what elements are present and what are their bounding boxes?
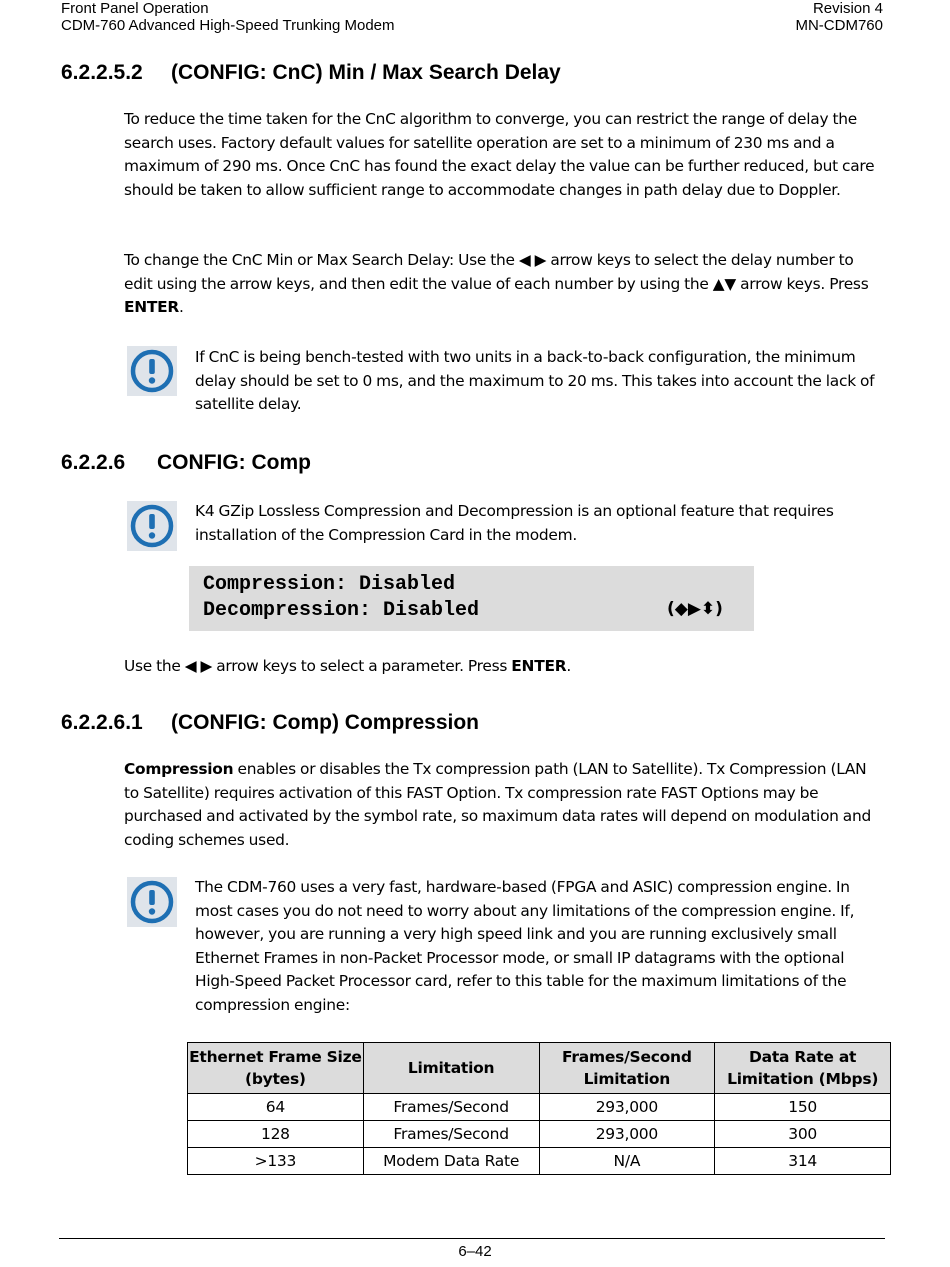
table-cell: 64 xyxy=(188,1094,364,1121)
table-cell: 293,000 xyxy=(539,1094,715,1121)
note-text: The CDM-760 uses a very fast, hardware-based (FPGA and ASIC) compression engine. In most cases you do not need to worry about any limitations of the compression engine. If, however, you are running a very high speed link and you are running exclusively small Ethernet Frames in non-Packet Processor mode, or small IP datagrams with the optional High-Speed Packet Processor card, refer to this table for the maximum limitations of the compression engine: xyxy=(195,878,855,1014)
heading-config-comp xyxy=(61,451,311,475)
important-note-icon xyxy=(127,501,177,551)
heading-title: CONFIG: Comp xyxy=(157,451,311,474)
heading-number: 6.2.2.6.1 xyxy=(61,711,143,734)
paragraph-text: To change the CnC Min or Max Search Delay: Use the ◀ ▶ arrow keys to select the delay number to edit using the arrow keys, and then edit the value of each number by using the ▲▼ arrow keys. Press xyxy=(124,251,869,293)
enter-key-label: ENTER xyxy=(124,298,180,316)
page-number: 6–42 xyxy=(458,1243,492,1260)
compression-limits-table xyxy=(187,1042,891,1175)
table-cell: Modem Data Rate xyxy=(363,1148,539,1175)
column-header: Limitation xyxy=(363,1043,539,1094)
table-cell: 128 xyxy=(188,1121,364,1148)
paragraph xyxy=(124,249,884,320)
paragraph-text: . xyxy=(566,657,571,675)
enter-key-label: ENTER xyxy=(511,657,567,675)
paragraph xyxy=(124,758,884,852)
header-revision: Revision 4 xyxy=(812,0,883,17)
paragraph xyxy=(124,655,884,679)
paragraph-text: enables or disables the Tx compression path (LAN to Satellite). Tx Compression (LAN to Satellite) requires activation of this FAST Option. Tx compression rate FAST Options may be purchased and activated by the symbol rate, so maximum data rates will depend on modulation and coding schemes used. xyxy=(124,760,871,849)
heading-number: 6.2.2.6 xyxy=(61,451,126,474)
table-cell: 314 xyxy=(715,1148,891,1175)
table-cell: Frames/Second xyxy=(363,1121,539,1148)
paragraph: To reduce the time taken for the CnC algorithm to converge, you can restrict the range of delay the search uses. Factory default values for satellite operation are set to a minimum of 230 ms and a maximum of 290 ms. Once CnC has found the exact delay the value can be further reduced, but care should be taken to allow sufficient range to accommodate changes in path delay due to Doppler. xyxy=(124,110,875,199)
paragraph-text: . xyxy=(179,298,184,316)
heading-number: 6.2.2.5.2 xyxy=(61,61,143,84)
table-row xyxy=(188,1121,891,1148)
arrow-keys-indicator: (◆▶⬍) xyxy=(667,599,723,619)
paragraph-text: Use the ◀ ▶ arrow keys to select a parameter. Press xyxy=(124,657,512,675)
header-section: Front Panel Operation xyxy=(61,0,209,17)
header-product: CDM-760 Advanced High-Speed Trunking Modem xyxy=(61,17,395,34)
footer-divider xyxy=(59,1238,885,1239)
heading-title: (CONFIG: CnC) Min / Max Search Delay xyxy=(171,61,561,84)
important-note-icon xyxy=(127,346,177,396)
heading-title: (CONFIG: Comp) Compression xyxy=(171,711,479,734)
table-row xyxy=(188,1094,891,1121)
table-cell: 293,000 xyxy=(539,1121,715,1148)
header-doc-id: MN-CDM760 xyxy=(795,17,883,34)
table-cell: 150 xyxy=(715,1094,891,1121)
table-row xyxy=(188,1148,891,1175)
heading-compression xyxy=(61,711,479,735)
page-header xyxy=(61,0,883,34)
column-header: Data Rate at Limitation (Mbps) xyxy=(715,1043,891,1094)
important-note-icon xyxy=(127,877,177,927)
table-cell: 300 xyxy=(715,1121,891,1148)
lcd-line-decompression: Decompression: Disabled xyxy=(203,599,480,622)
note-text: K4 GZip Lossless Compression and Decompression is an optional feature that requires installation of the Compression Card in the modem. xyxy=(195,502,834,544)
heading-min-max-search-delay xyxy=(61,61,561,85)
lcd-line-compression: Compression: Disabled xyxy=(203,573,456,596)
table-cell: >133 xyxy=(188,1148,364,1175)
column-header: Frames/Second Limitation xyxy=(539,1043,715,1094)
table-cell: Frames/Second xyxy=(363,1094,539,1121)
note-text: If CnC is being bench-tested with two units in a back-to-back configuration, the minimum delay should be set to 0 ms, and the maximum to 20 ms. This takes into account the lack of satellite delay. xyxy=(195,348,875,413)
table-header-row xyxy=(188,1043,891,1094)
compression-term: Compression xyxy=(124,760,234,778)
front-panel-display xyxy=(189,566,754,631)
table-cell: N/A xyxy=(539,1148,715,1175)
column-header: Ethernet Frame Size (bytes) xyxy=(188,1043,364,1094)
